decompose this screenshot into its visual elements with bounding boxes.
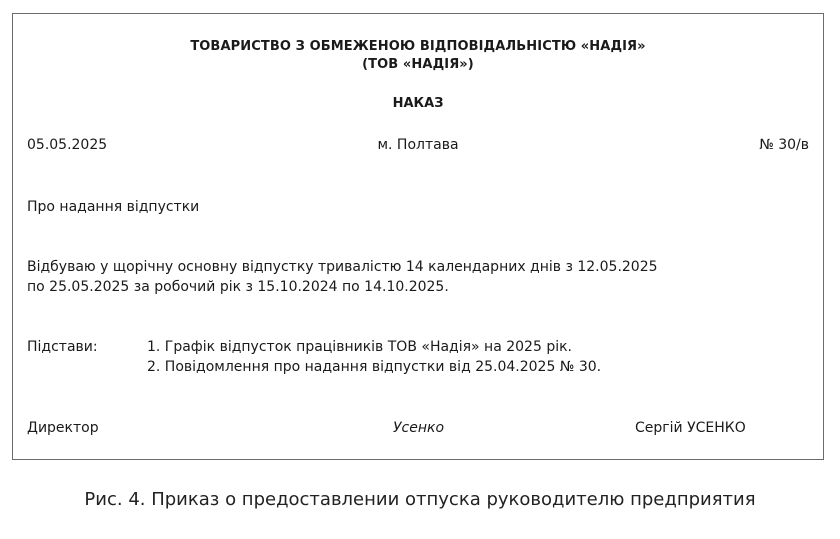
basis-item: 1. Графік відпусток працівників ТОВ «Надія» на 2025 рік. <box>147 339 572 355</box>
organization-name <box>13 38 823 74</box>
signature: Усенко <box>393 420 445 436</box>
basis-item: 2. Повідомлення про надання відпустки від 25.04.2025 № 30. <box>147 359 602 375</box>
order-body-line-1: Відбуваю у щорічну основну відпустку тривалістю 14 календарних днів з 12.05.2025 <box>27 259 658 275</box>
organization-name-line-2: (ТОВ «НАДІЯ») <box>362 57 474 72</box>
order-body-line-2: по 25.05.2025 за робочий рік з 15.10.2024 по 14.10.2025. <box>27 279 449 295</box>
signer-name: Сергій УСЕНКО <box>635 420 746 436</box>
order-city: м. Полтава <box>377 137 459 153</box>
order-title: НАКАЗ <box>392 96 444 111</box>
signer-position: Директор <box>27 420 99 436</box>
figure-caption: Рис. 4. Приказ о предоставлении отпуска руководителю предприятия <box>84 489 756 510</box>
order-document <box>12 13 824 460</box>
order-subject: Про надання відпустки <box>27 199 200 215</box>
basis-list <box>147 337 601 377</box>
organization-name-line-1: ТОВАРИСТВО З ОБМЕЖЕНОЮ ВІДПОВІДАЛЬНІСТЮ «НАДІЯ» <box>190 39 646 54</box>
basis-label: Підстави: <box>27 339 98 355</box>
order-date: 05.05.2025 <box>27 137 108 153</box>
order-body <box>27 257 787 297</box>
order-number: № 30/в <box>759 137 809 153</box>
